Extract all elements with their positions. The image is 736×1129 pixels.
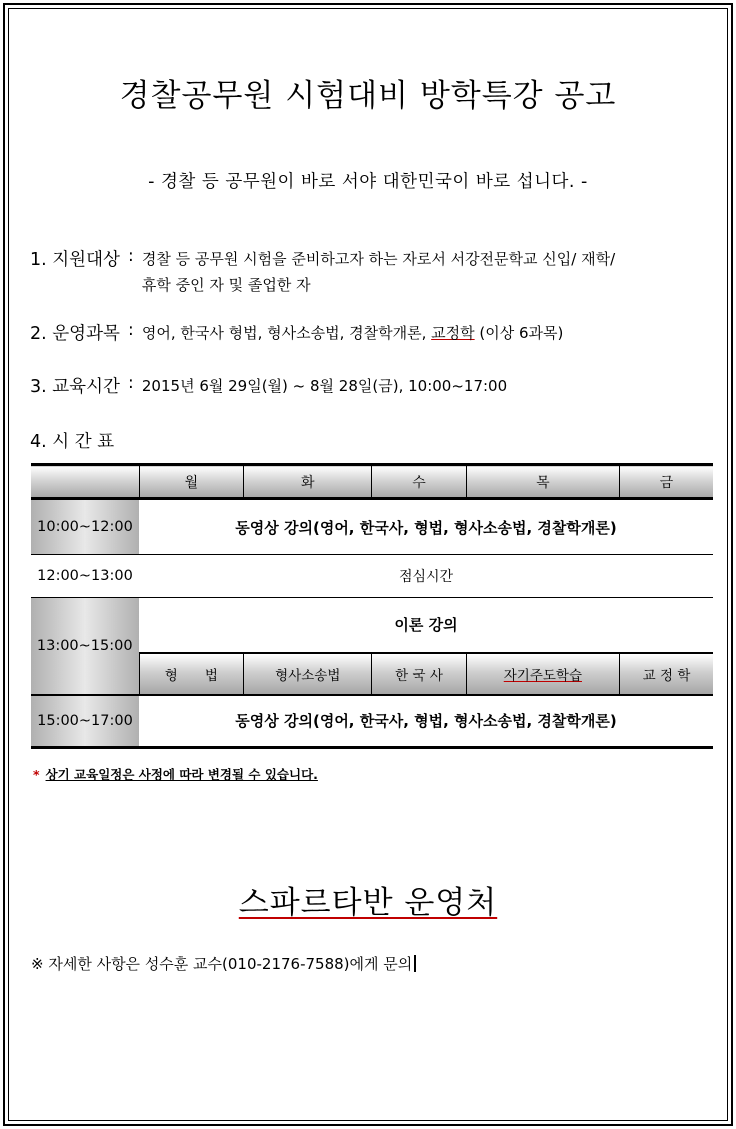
subject-cell (466, 653, 619, 695)
table-row (31, 499, 713, 555)
section-subjects (30, 320, 563, 346)
slot-content: 점심시간 (139, 555, 713, 598)
subject-corrections: 교정학 (431, 324, 475, 342)
schedule-note (33, 765, 318, 783)
subject-cell: 형사소송법 (244, 653, 372, 695)
section-eligibility-label: 1. 지원대상 (30, 250, 120, 270)
timetable-header-row (31, 465, 713, 499)
day-header: 금 (620, 465, 713, 499)
time-slot: 10:00~12:00 (31, 499, 139, 555)
document-subtitle: - 경찰 등 공무원이 바로 서야 대한민국이 바로 섭니다. - (148, 172, 588, 192)
text-cursor (414, 955, 416, 972)
time-slot: 13:00~15:00 (31, 598, 139, 695)
day-header: 월 (139, 465, 244, 499)
time-slot: 15:00~17:00 (31, 695, 139, 748)
subject-self-study: 자기주도학습 (503, 667, 582, 684)
table-row (31, 555, 713, 598)
section-schedule-value: 2015년 6월 29일(월) ~ 8월 28일(금), 10:00~17:00 (141, 377, 508, 395)
note-asterisk: * (33, 767, 40, 782)
note-text: 상기 교육일정은 사정에 따라 변경될 수 있습니다. (45, 767, 318, 782)
organizer-name: 스파르타반 운영처 (238, 885, 498, 921)
subject-cell: 형 법 (139, 653, 244, 695)
slot-content: 동영상 강의(영어, 한국사, 형법, 형사소송법, 경찰학개론) (139, 695, 713, 748)
section-colon: : (128, 320, 134, 340)
contact-info[interactable] (31, 953, 416, 974)
table-row (31, 695, 713, 748)
contact-text: ※ 자세한 사항은 성수훈 교수(010-2176-7588)에게 문의 (31, 955, 413, 973)
section-eligibility-line2: 휴학 중인 자 및 졸업한 자 (141, 276, 311, 294)
section-subjects-label: 2. 운영과목 (30, 324, 120, 344)
section-schedule-label: 3. 교육시간 (30, 377, 120, 397)
section-eligibility-line1: 경찰 등 공무원 시험을 준비하고자 하는 자로서 서강전문학교 신입/ 재학/ (141, 250, 616, 268)
section-eligibility (30, 246, 702, 298)
section-colon: : (128, 246, 134, 266)
day-header: 수 (372, 465, 466, 499)
subjects-count: (이상 6과목) (474, 324, 564, 342)
section-schedule (30, 373, 507, 399)
timetable-heading: 4. 시 간 표 (30, 432, 115, 452)
subject-cell: 교 정 학 (620, 653, 713, 695)
subjects-text: 영어, 한국사 형법, 형사소송법, 경찰학개론, (141, 324, 432, 342)
section-colon: : (128, 373, 134, 393)
timetable-corner (31, 465, 139, 499)
table-row (31, 598, 713, 653)
day-header: 화 (244, 465, 372, 499)
slot-content: 이론 강의 (394, 616, 458, 635)
document-title: 경찰공무원 시험대비 방학특강 공고 (119, 78, 617, 114)
section-subjects-value (142, 320, 563, 346)
day-header: 목 (466, 465, 619, 499)
time-slot: 12:00~13:00 (31, 555, 139, 598)
section-eligibility-value (142, 246, 702, 298)
organizer-title (0, 877, 736, 922)
timetable (31, 463, 713, 749)
slot-content: 동영상 강의(영어, 한국사, 형법, 형사소송법, 경찰학개론) (139, 499, 713, 555)
subject-cell: 한 국 사 (372, 653, 466, 695)
